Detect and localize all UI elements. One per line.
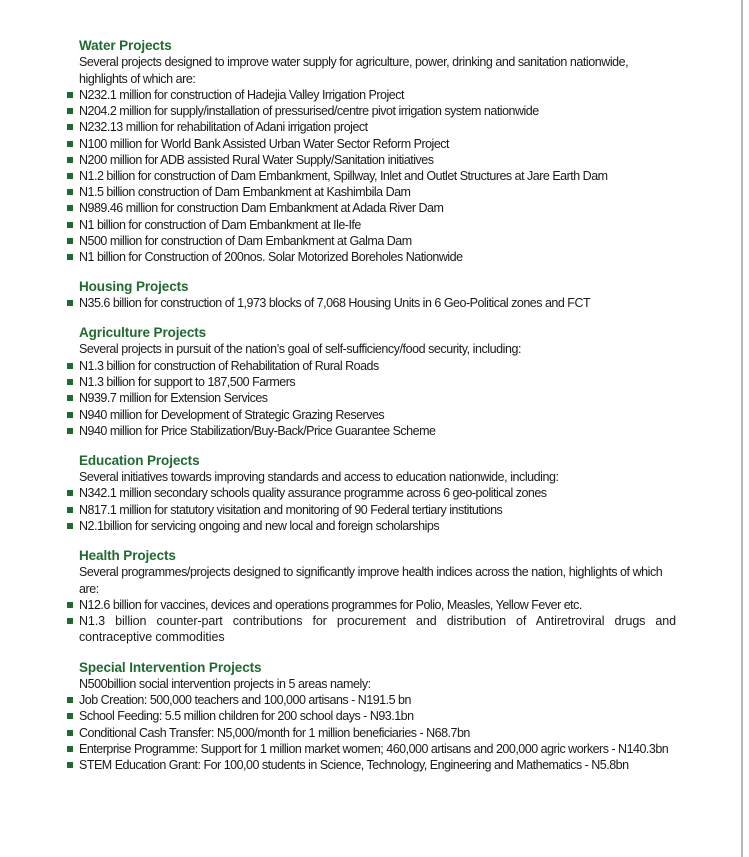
section-health-projects [64,548,676,646]
bullet-list [64,295,676,311]
document-page [64,38,676,787]
list-item: Job Creation: 500,000 teachers and 100,000 artisans - N191.5 bn [64,692,676,708]
list-item: N500 million for construction of Dam Embankment at Galma Dam [64,233,676,249]
section-heading: Housing Projects [79,279,189,295]
list-item: N989.46 million for construction Dam Embankment at Adada River Dam [64,200,676,216]
list-item: N200 million for ADB assisted Rural Water Supply/Sanitation initiatives [64,152,676,168]
list-item: N2.1billion for servicing ongoing and new local and foreign scholarships [64,518,676,534]
section-intro: Several projects in pursuit of the nation’s goal of self-sufficiency/food security, including: [79,342,521,357]
list-item: N100 million for World Bank Assisted Urban Water Sector Reform Project [64,136,676,152]
list-item: N232.1 million for construction of Hadejia Valley Irrigation Project [64,87,676,103]
list-item: Conditional Cash Transfer: N5,000/month for 1 million beneficiaries - N68.7bn [64,725,676,741]
list-item: N1.5 billion construction of Dam Embankment at Kashimbila Dam [64,184,676,200]
list-item: N1.3 billion counter-part contributions for procurement and distribution of Antiretroviral drugs and contraceptive commodities [64,613,676,645]
section-intro: Several projects designed to improve water supply for agriculture, power, drinking and sanitation nationwide, highlights of which are: [79,55,629,86]
bullet-list [64,597,676,646]
section-heading: Water Projects [79,38,172,53]
list-item: N232.13 million for rehabilitation of Adani irrigation project [64,119,676,135]
section-heading: Education Projects [79,452,200,468]
list-item: N35.6 billion for construction of 1,973 blocks of 7,068 Housing Units in 6 Geo-Political zones and FCT [64,295,676,311]
list-item: N342.1 million secondary schools quality assurance programme across 6 geo-political zones [64,485,676,501]
list-item: N1 billion for construction of Dam Embankment at Ile-Ife [64,217,676,233]
list-item: N1.3 billion for support to 187,500 Farmers [64,374,676,390]
list-item: STEM Education Grant: For 100,00 students in Science, Technology, Engineering and Mathematics - N5.8bn [64,757,676,773]
section-agriculture-projects [64,325,676,439]
bullet-list [64,485,676,534]
list-item: N939.7 million for Extension Services [64,390,676,406]
section-water-projects [64,38,676,265]
bullet-list [64,692,676,773]
section-heading: Health Projects [79,548,176,564]
bullet-list [64,358,676,439]
section-housing-projects [64,279,676,311]
list-item: N1.2 billion for construction of Dam Embankment, Spillway, Inlet and Outlet Structures at Jare Earth Dam [64,168,676,184]
bullet-list [64,87,676,265]
section-intro: Several programmes/projects designed to significantly improve health indices across the nation, highlights of which are: [79,565,663,596]
list-item: N817.1 million for statutory visitation and monitoring of 90 Federal tertiary institutions [64,502,676,518]
list-item: N1.3 billion for construction of Rehabilitation of Rural Roads [64,358,676,374]
list-item: N1 billion for Construction of 200nos. Solar Motorized Boreholes Nationwide [64,249,676,265]
list-item: Enterprise Programme: Support for 1 million market women; 460,000 artisans and 200,000 agric workers - N140.3bn [64,741,676,757]
right-border-rule [741,0,743,857]
section-intro: Several initiatives towards improving standards and access to education nationwide, including: [79,469,559,484]
section-heading: Agriculture Projects [79,325,207,341]
list-item: N204.2 million for supply/installation of pressurised/centre pivot irrigation system nationwide [64,103,676,119]
list-item: School Feeding: 5.5 million children for 200 school days - N93.1bn [64,708,676,724]
section-education-projects [64,453,676,534]
section-intro: N500billion social intervention projects in 5 areas namely: [79,676,371,691]
section-heading: Special Intervention Projects [79,659,262,675]
list-item: N12.6 billion for vaccines, devices and operations programmes for Polio, Measles, Yellow Fever etc. [64,597,676,613]
list-item: N940 million for Price Stabilization/Buy-Back/Price Guarantee Scheme [64,423,676,439]
section-special-intervention-projects [64,660,676,774]
list-item: N940 million for Development of Strategic Grazing Reserves [64,407,676,423]
